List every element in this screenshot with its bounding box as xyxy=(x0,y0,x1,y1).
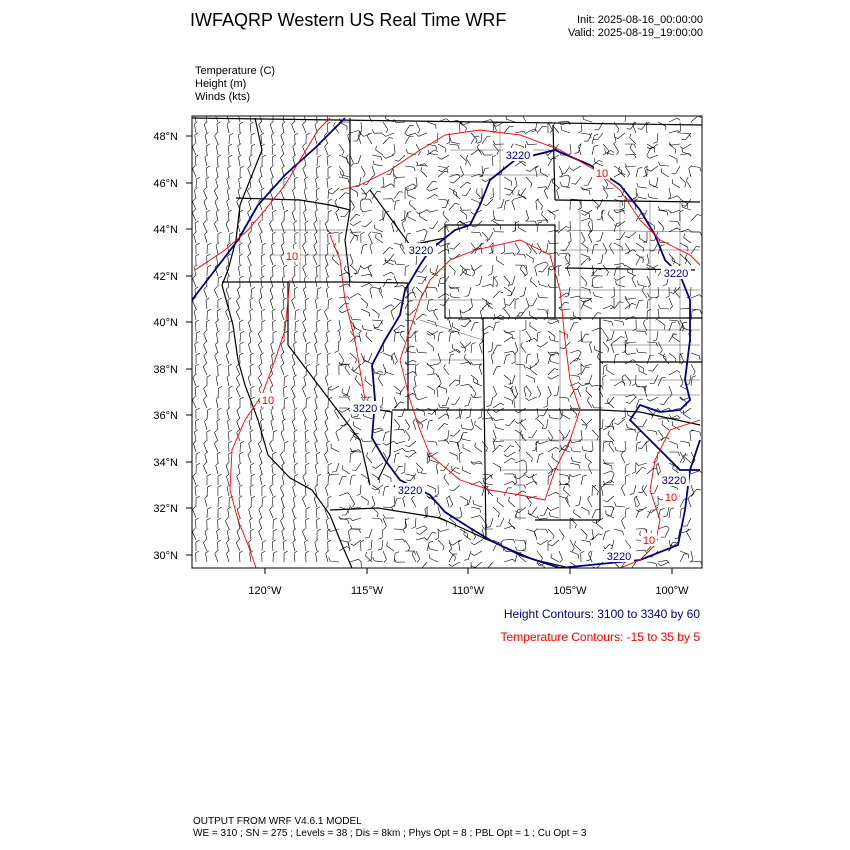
lat-tick-38n: 38°N xyxy=(153,364,178,376)
svg-text:3220: 3220 xyxy=(397,485,423,497)
field-label-winds: Winds (kts) xyxy=(195,91,250,103)
height-label-7 xyxy=(604,549,634,563)
lat-axis xyxy=(186,136,192,555)
model-info-line1: OUTPUT FROM WRF V4.6.1 MODEL xyxy=(193,816,362,827)
height-label-1 xyxy=(503,148,533,162)
height-contour-legend: Height Contours: 3100 to 3340 by 60 xyxy=(503,607,700,621)
az-west-border xyxy=(378,410,392,480)
height-contours xyxy=(192,118,700,568)
lat-tick-40n: 40°N xyxy=(153,317,178,329)
svg-text:3220: 3220 xyxy=(352,403,378,415)
temp-label-3 xyxy=(260,393,276,407)
lon-tick-110w: 110°W xyxy=(451,585,485,597)
field-label-temperature: Temperature (C) xyxy=(195,65,276,77)
lon-tick-105w: 105°W xyxy=(553,585,587,597)
temp-contour-north xyxy=(195,118,330,270)
lon-tick-100w: 100°W xyxy=(655,585,689,597)
svg-text:10: 10 xyxy=(595,168,609,180)
svg-text:3220: 3220 xyxy=(408,245,434,257)
lat-tick-42n: 42°N xyxy=(153,271,178,283)
mt-south-border xyxy=(370,190,445,245)
map-title: IWFAQRP Western US Real Time WRF xyxy=(190,10,507,30)
lat-tick-46n: 46°N xyxy=(153,178,178,190)
svg-text:10: 10 xyxy=(642,535,656,547)
lat-tick-32n: 32°N xyxy=(153,503,178,515)
mt-east-border xyxy=(553,125,555,200)
ca-nv-border xyxy=(288,282,370,485)
lon-tick-115w: 115°W xyxy=(350,585,384,597)
svg-text:3220: 3220 xyxy=(606,551,632,563)
lat-tick-34n: 34°N xyxy=(153,457,178,469)
wa-or-border xyxy=(236,198,350,210)
height-label-3 xyxy=(661,266,691,280)
height-label-4 xyxy=(350,401,380,415)
temp-label-5 xyxy=(641,533,657,547)
svg-text:10: 10 xyxy=(285,251,299,263)
height-contour-west xyxy=(192,118,345,300)
lat-tick-30n: 30°N xyxy=(153,550,178,562)
svg-text:10: 10 xyxy=(664,492,678,504)
wind-barbs xyxy=(192,111,702,573)
svg-text:3220: 3220 xyxy=(663,268,689,280)
lon-tick-120w: 120°W xyxy=(248,585,282,597)
lat-tick-48n: 48°N xyxy=(153,131,178,143)
lat-tick-44n: 44°N xyxy=(153,224,178,236)
svg-text:10: 10 xyxy=(261,395,275,407)
init-time: Init: 2025-08-16_00:00:00 xyxy=(577,14,703,26)
svg-text:3220: 3220 xyxy=(661,475,687,487)
height-label-6 xyxy=(395,483,425,497)
temp-label-1 xyxy=(594,166,610,180)
field-label-height: Height (m) xyxy=(195,78,247,90)
lon-axis xyxy=(265,568,672,574)
svg-text:3220: 3220 xyxy=(505,150,531,162)
temperature-contour-legend: Temperature Contours: -15 to 35 by 5 xyxy=(500,630,700,644)
co-box xyxy=(483,318,600,410)
contour-labels xyxy=(260,148,691,563)
valid-time: Valid: 2025-08-19_19:00:00 xyxy=(568,27,703,39)
height-label-2 xyxy=(406,243,436,257)
temp-label-4 xyxy=(663,490,679,504)
lat-tick-36n: 36°N xyxy=(153,410,178,422)
four-corners-meridian xyxy=(483,318,486,540)
model-info-line2: WE = 310 ; SN = 275 ; Levels = 38 ; Dis = 8km ; Phys Opt = 8 ; PBL Opt = 1 ; Cu Opt = 3 xyxy=(193,828,587,839)
wind-barb-field xyxy=(192,111,702,573)
temp-label-2 xyxy=(284,249,300,263)
height-label-5 xyxy=(659,473,689,487)
id-west-border xyxy=(345,118,350,282)
